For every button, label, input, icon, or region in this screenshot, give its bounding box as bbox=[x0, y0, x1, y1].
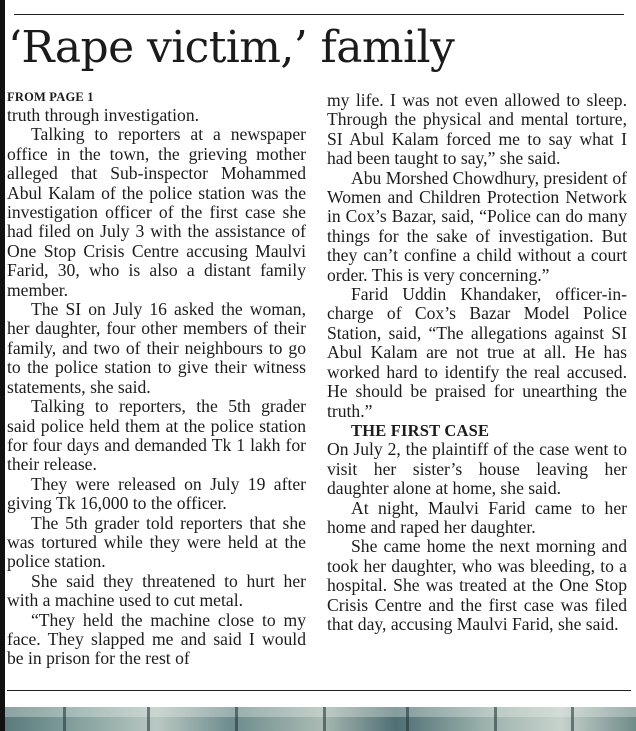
paragraph: my life. I was not even allowed to sleep. Through the physical and mental torture, SI Abul Kalam forced me to say what I had been taught to say,” she said. bbox=[327, 90, 627, 169]
photo-detail bbox=[571, 707, 574, 731]
photo-detail bbox=[235, 707, 238, 731]
jump-kicker: FROM PAGE 1 bbox=[7, 90, 94, 104]
photo-highlight bbox=[5, 707, 636, 717]
paragraph: The SI on July 16 asked the woman, her daughter, four other members of their family, and two of their neighbours to go to the police station to give their witness statements, she said. bbox=[7, 299, 306, 397]
paragraph: On July 2, the plaintiff of the case went to visit her sister’s house leaving her daughter alone at home, she said. bbox=[327, 439, 627, 499]
photo-detail bbox=[406, 707, 409, 731]
previous-article-strip bbox=[5, 0, 636, 8]
paragraph: “They held the machine close to my face. They slapped me and said I would be in prison for the rest of bbox=[7, 609, 306, 669]
paragraph: The 5th grader told reporters that she was tortured while they were held at the police station. bbox=[7, 512, 306, 572]
photo-detail bbox=[323, 707, 326, 731]
paragraph: Talking to reporters, the 5th grader said police held them at the police station for four days and demanded Tk 1 lakh for their release. bbox=[7, 396, 306, 475]
section-subhead: THE FIRST CASE bbox=[351, 420, 490, 440]
bottom-divider bbox=[7, 690, 631, 691]
article-column-right bbox=[327, 91, 627, 634]
paragraph: At night, Maulvi Farid came to her home and raped her daughter. bbox=[327, 497, 627, 537]
photo-detail bbox=[63, 707, 66, 731]
article-column-left bbox=[7, 91, 306, 669]
photo-detail bbox=[147, 707, 150, 731]
paragraph: She said they threatened to hurt her with a machine used to cut metal. bbox=[7, 570, 306, 611]
paragraph: Farid Uddin Khandaker, officer-in-charge of Cox’s Bazar Model Police Station, said, “The allegations against SI Abul Kalam are not true at all. He has worked hard to identify the real accused. He should be praised for unearthing the truth.” bbox=[327, 284, 627, 421]
photo-detail bbox=[494, 707, 497, 731]
paragraph: They were released on July 19 after giving Tk 16,000 to the officer. bbox=[7, 473, 306, 514]
paragraph: She came home the next morning and took her daughter, who was bleeding, to a hospital. She was treated at the One Stop Crisis Centre and the first case was filed that day, accusing Maulvi Farid, she said. bbox=[327, 536, 627, 634]
paragraph: Abu Morshed Chowdhury, president of Women and Children Protection Network in Cox’s Bazar, said, “Police can do many things for the sake of investigation. But they can’t confine a child without a court order. This is very concerning.” bbox=[327, 167, 627, 285]
headline: ‘Rape victim,’ family bbox=[8, 22, 455, 73]
paragraph: Talking to reporters at a newspaper office in the town, the grieving mother alleged that Sub-inspector Mohammed Abul Kalam of the police station was the investigation officer of the first case she had filed on July 3 with the assistance of One Stop Crisis Centre accusing Maulvi Farid, 30, who is also a distant family member. bbox=[7, 124, 306, 300]
left-column-rule bbox=[0, 0, 5, 731]
paragraph: truth through investigation. bbox=[7, 105, 200, 125]
top-divider bbox=[14, 14, 624, 15]
news-photo bbox=[5, 707, 636, 731]
